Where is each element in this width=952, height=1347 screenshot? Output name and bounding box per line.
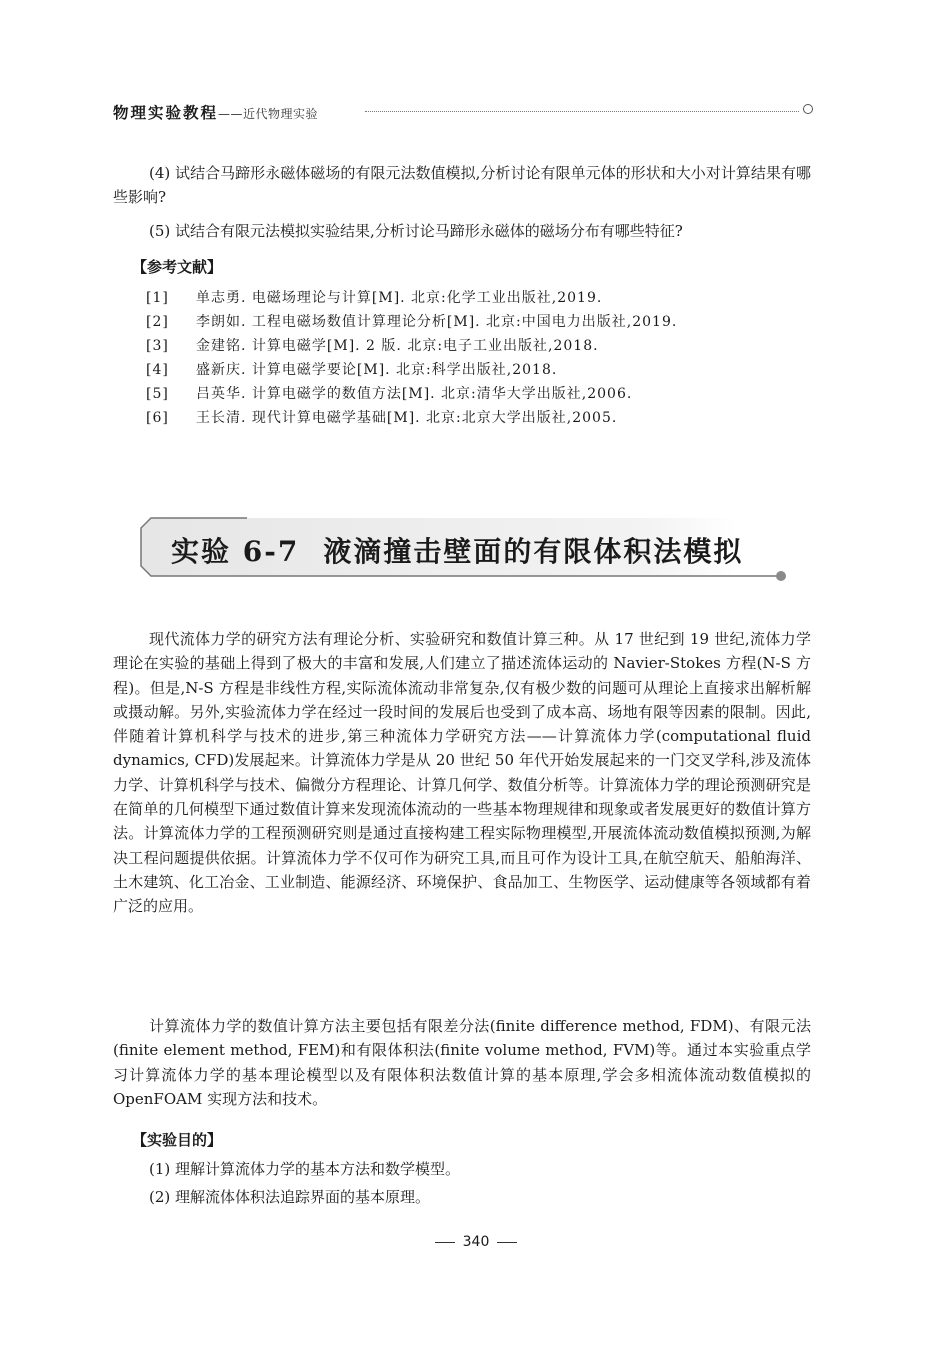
reference-item — [146, 311, 806, 335]
chapter-name: 液滴撞击壁面的有限体积法模拟 — [323, 535, 744, 568]
chapter-number: 实验 6-7 — [171, 535, 300, 568]
reference-number: [6] — [146, 410, 169, 426]
references-heading: 【参考文献】 — [132, 258, 223, 276]
running-header-title — [113, 101, 318, 123]
chapter-title — [171, 530, 743, 570]
question-5: (5) 试结合有限元法模拟实验结果,分析讨论马蹄形永磁体的磁场分布有哪些特征? — [149, 222, 683, 240]
reference-item — [146, 287, 806, 311]
reference-text: 盛新庆. 计算电磁学要论[M]. 北京:科学出版社,2018. — [196, 362, 558, 378]
header-circle-ornament — [803, 104, 813, 114]
page-number-dash-left — [435, 1242, 455, 1243]
page-number-dash-right — [497, 1242, 517, 1243]
reference-text: 王长清. 现代计算电磁学基础[M]. 北京:北京大学出版社,2005. — [196, 410, 618, 426]
reference-number: [1] — [146, 290, 169, 306]
references-list — [146, 287, 806, 431]
reference-text: 吕英华. 计算电磁学的数值方法[M]. 北京:清华大学出版社,2006. — [196, 386, 633, 402]
book-title: 物理实验教程 — [113, 104, 219, 122]
reference-item — [146, 407, 806, 431]
page-number — [0, 1234, 952, 1250]
objective-2: (2) 理解流体体积法追踪界面的基本原理。 — [149, 1188, 431, 1206]
reference-number: [4] — [146, 362, 169, 378]
question-4: (4) 试结合马蹄形永磁体磁场的有限元法数值模拟,分析讨论有限单元体的形状和大小对计算结果有哪些影响? — [113, 164, 811, 207]
book-subtitle: ——近代物理实验 — [218, 107, 319, 121]
header-dotted-rule — [365, 111, 799, 112]
body-paragraph-1: 现代流体力学的研究方法有理论分析、实验研究和数值计算三种。从 17 世纪到 19 世纪,流体力学理论在实验的基础上得到了极大的丰富和发展,人们建立了描述流体运动的 Navier-Stokes 方程(N-S 方程)。但是,N-S 方程是非线性方程,实际流体流动非常复杂,仅有极少数的问题可从理论上直接求出解析解或摄动解。另外,实验流体力学在经过一段时间的发展后也受到了成本高、场地有限等因素的限制。因此,伴随着计算机科学与技术的进步,第三种流体力学研究方法——计算流体力学(computational fluid dynamics, CFD)发展起来。计算流体力学是从 20 世纪 50 年代开始发展起来的一门交叉学科,涉及流体力学、计算机科学与技术、偏微分方程理论、计算几何学、数值分析等。计算流体力学的理论预测研究是在简单的几何模型下通过数值计算来发现流体流动的一些基本物理规律和现象或者发展更好的数值计算方法。计算流体力学的工程预测研究则是通过直接构建工程实际物理模型,开展流体流动数值模拟预测,为解决工程问题提供依据。计算流体力学不仅可作为研究工具,而且可作为设计工具,在航空航天、船舶海洋、土木建筑、化工冶金、工业制造、能源经济、环境保护、食品加工、生物医学、运动健康等各领域都有着广泛的应用。 — [113, 630, 811, 916]
body-paragraph-2: 计算流体力学的数值计算方法主要包括有限差分法(finite difference method, FDM)、有限元法(finite element method, FEM)和有限体积法(finite volume method, FVM)等。通过本实验重点学习计算流体力学的基本理论模型以及有限体积法数值计算的基本原理,学会多相流体流动数值模拟的 OpenFOAM 实现方法和技术。 — [113, 1017, 811, 1108]
running-header — [113, 101, 813, 125]
page-number-value: 340 — [462, 1234, 490, 1250]
reference-item — [146, 359, 806, 383]
objective-1: (1) 理解计算流体力学的基本方法和数学模型。 — [149, 1160, 461, 1178]
reference-item — [146, 335, 806, 359]
reference-number: [5] — [146, 386, 169, 402]
chapter-banner — [137, 512, 787, 584]
reference-text: 李朗如. 工程电磁场数值计算理论分析[M]. 北京:中国电力出版社,2019. — [196, 314, 678, 330]
reference-number: [3] — [146, 338, 169, 354]
objectives-heading: 【实验目的】 — [132, 1131, 223, 1149]
reference-text: 单志勇. 电磁场理论与计算[M]. 北京:化学工业出版社,2019. — [196, 290, 603, 306]
reference-number: [2] — [146, 314, 169, 330]
reference-item — [146, 383, 806, 407]
reference-text: 金建铭. 计算电磁学[M]. 2 版. 北京:电子工业出版社,2018. — [196, 338, 599, 354]
